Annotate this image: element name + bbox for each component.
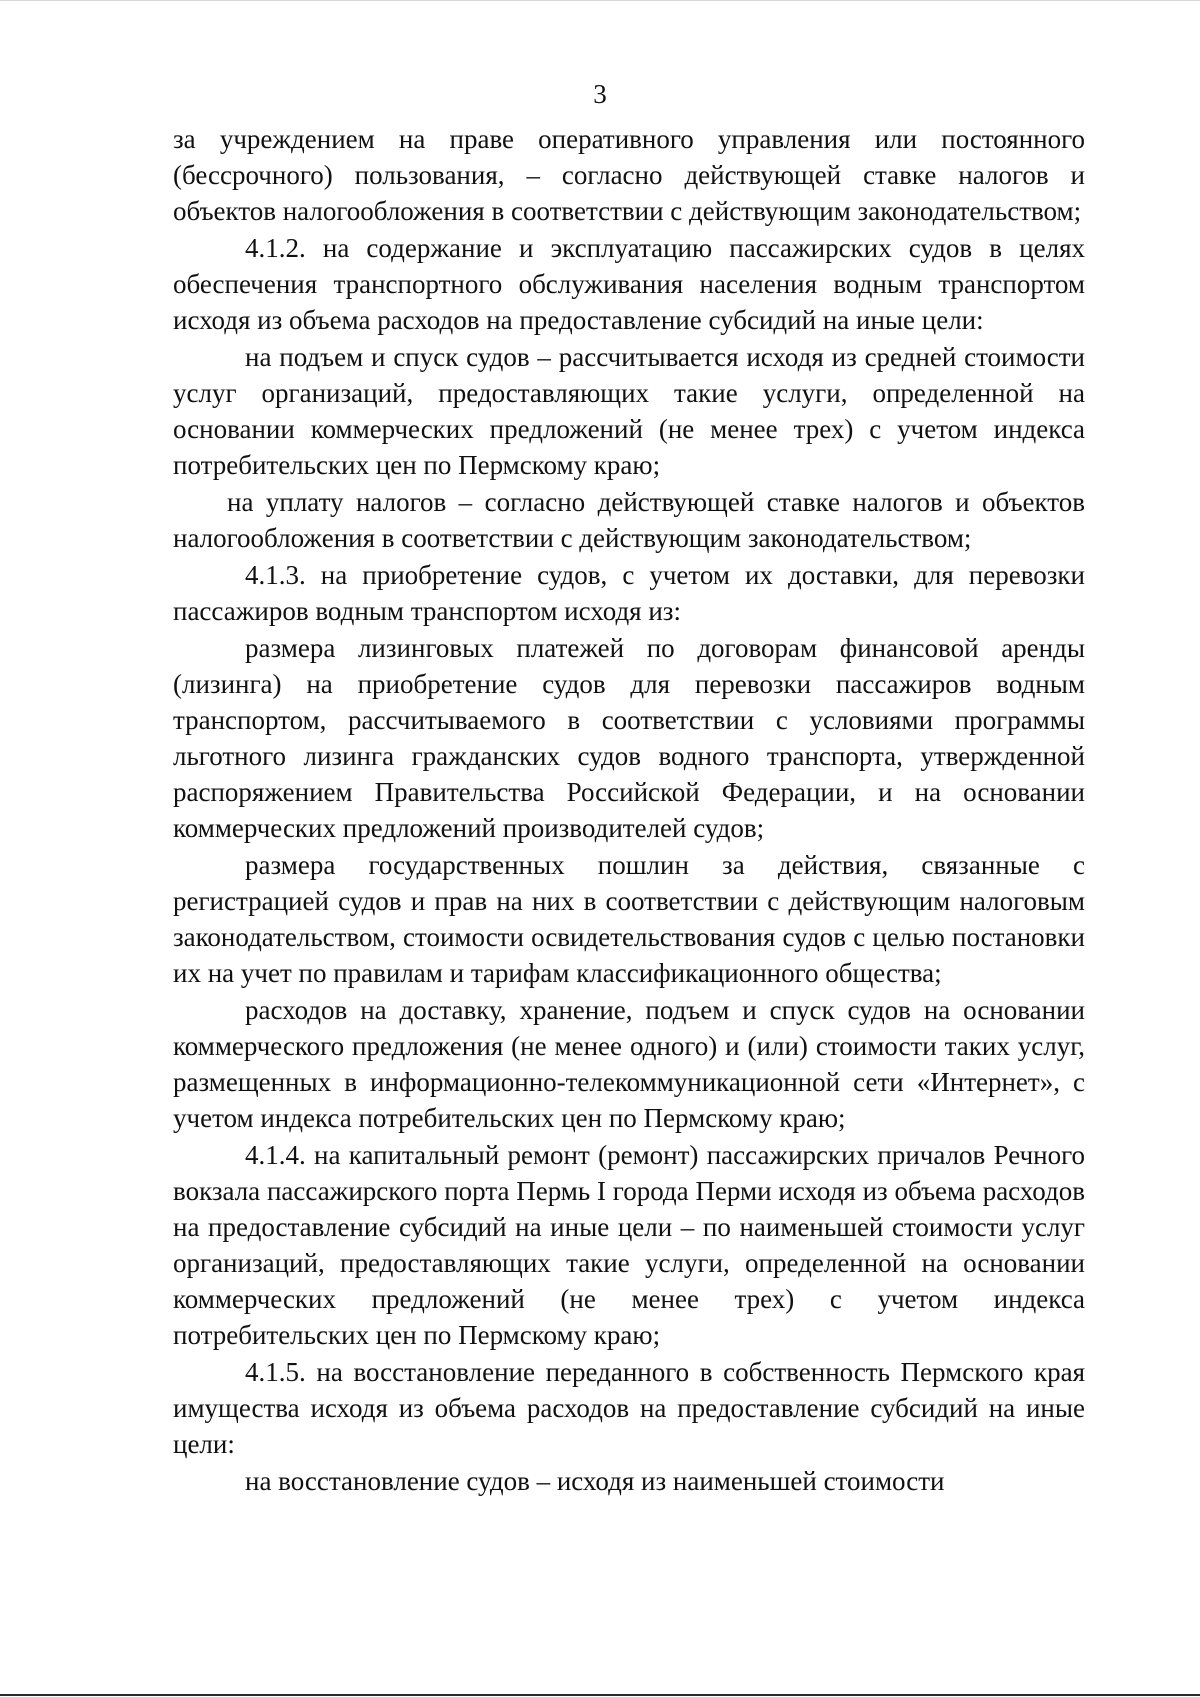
- paragraph-item-4-1-4: 4.1.4. на капитальный ремонт (ремонт) пассажирских причалов Речного вокзала пассажирского порта Пермь I города Перми исходя из объема расходов на предоставление субсидий на иные цели – по наименьшей стоимости услуг организаций, предоставляющих такие услуги, определенной на основании коммерческих предложений (не менее трех) с учетом индекса потребительских цен по Пермскому краю;: [173, 1140, 1085, 1350]
- paragraph-lifting-and-launching: на подъем и спуск судов – рассчитывается исходя из средней стоимости услуг организаций, предоставляющих такие услуги, определенной на основании коммерческих предложений (не менее трех) с учетом индекса потребительских цен по Пермскому краю;: [173, 342, 1085, 480]
- paragraph-leasing-payments: размера лизинговых платежей по договорам финансовой аренды (лизинга) на приобретение судов для перевозки пассажиров водным транспортом, рассчитываемого в соответствии с условиями программы льготного лизинга гражданских судов водного транспорта, утвержденной распоряжением Правительства Российской Федерации, и на основании коммерческих предложений производителей судов;: [173, 633, 1085, 843]
- page-number: 3: [593, 79, 607, 109]
- paragraph-state-duties: размера государственных пошлин за действия, связанные с регистрацией судов и прав на них в соответствии с действующим налоговым законодательством, стоимости освидетельствования судов с целью постановки их на учет по правилам и тарифам классификационного общества;: [173, 850, 1085, 988]
- paragraph-item-4-1-2: 4.1.2. на содержание и эксплуатацию пассажирских судов в целях обеспечения транспортного обслуживания населения водным транспортом исходя из объема расходов на предоставление субсидий на иные цели:: [173, 233, 1085, 335]
- document-body: [173, 121, 1085, 1499]
- scan-bottom-edge: [0, 1694, 1200, 1696]
- scan-top-edge: [0, 0, 1200, 1]
- paragraph-continuation: за учреждением на праве оперативного управления или постоянного (бессрочного) пользования, – согласно действующей ставке налогов и объектов налогообложения в соответствии с действующим законодательством;: [173, 124, 1085, 226]
- paragraph-vessel-restoration: на восстановление судов – исходя из наименьшей стоимости: [245, 1466, 945, 1496]
- paragraph-tax-payment: на уплату налогов – согласно действующей ставке налогов и объектов налогообложения в соответствии с действующим законодательством;: [173, 487, 1085, 553]
- paragraph-item-4-1-5: 4.1.5. на восстановление переданного в собственность Пермского края имущества исходя из объема расходов на предоставление субсидий на иные цели:: [173, 1357, 1085, 1459]
- paragraph-delivery-costs: расходов на доставку, хранение, подъем и спуск судов на основании коммерческого предложения (не менее одного) и (или) стоимости таких услуг, размещенных в информационно-телекоммуникационной сети «Интернет», с учетом индекса потребительских цен по Пермскому краю;: [173, 995, 1085, 1133]
- paragraph-item-4-1-3: 4.1.3. на приобретение судов, с учетом их доставки, для перевозки пассажиров водным транспортом исходя из:: [173, 560, 1085, 626]
